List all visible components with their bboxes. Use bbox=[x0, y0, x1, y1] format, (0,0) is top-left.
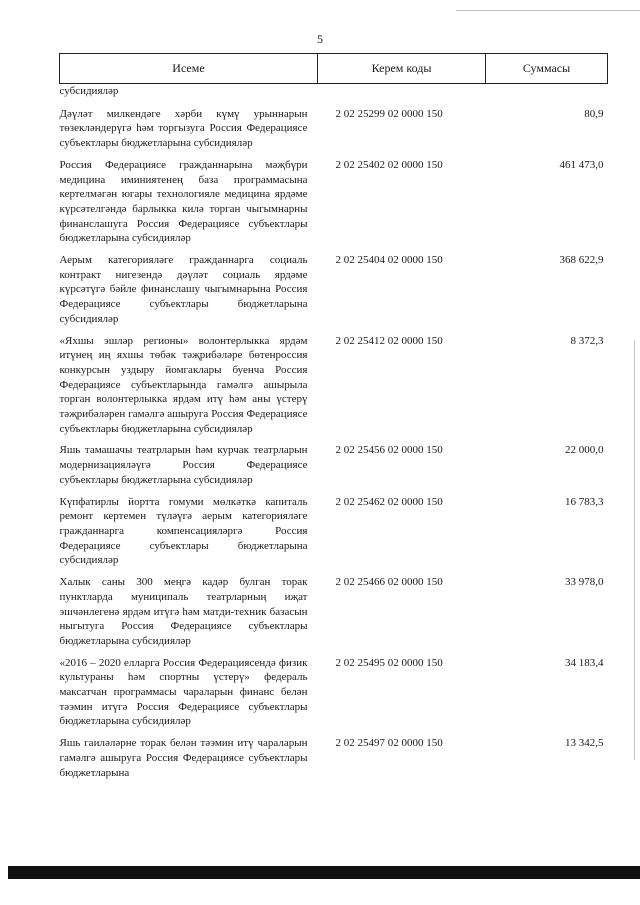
row-name: Аерым категорияләге гражданнарга социаль контракт нигезендә дәүләт социаль ярдәме күрсәтүгә бәйле финанслашу чыгымнарына Россия Федерациясе субъектлары бюджетларына субсидияләр bbox=[59, 254, 308, 325]
table-row bbox=[60, 439, 608, 490]
table-row-continuation bbox=[60, 84, 608, 103]
row-name: субсидияләр bbox=[59, 85, 119, 97]
row-sum: 80,9 bbox=[584, 107, 604, 120]
row-code: 2 02 25299 02 0000 150 bbox=[335, 107, 443, 120]
row-name: Дәүләт милкендәге хәрби күмү урыннарын төзекләндерүгә һәм торгызуга Россия Федерациясе субъектлары бюджетларына субсидияләр bbox=[59, 107, 308, 150]
table-row bbox=[60, 571, 608, 652]
table-row bbox=[60, 732, 608, 783]
row-sum: 13 342,5 bbox=[565, 737, 604, 750]
row-code: 2 02 25495 02 0000 150 bbox=[335, 656, 443, 669]
scan-edge-mark bbox=[456, 10, 640, 11]
row-name: Халык саны 300 меңгә кадәр булган торак пунктларда муниципаль театрларның иҗат эшчәнлегенә ярдәм итүгә һәм матди-техник базасын ныгытуга Россия Федерациясе субъектлары бюджетларына субсидияләр bbox=[59, 576, 308, 647]
row-sum: 33 978,0 bbox=[565, 576, 604, 589]
row-code: 2 02 25412 02 0000 150 bbox=[335, 334, 443, 347]
row-code: 2 02 25497 02 0000 150 bbox=[335, 737, 443, 750]
budget-table bbox=[59, 53, 608, 783]
table-row bbox=[60, 154, 608, 249]
scan-edge-mark bbox=[634, 340, 635, 760]
column-header-code: Керем коды bbox=[318, 54, 486, 84]
row-name: «Яхшы эшләр регионы» волонтерлыкка ярдәм итүнең иң яхшы төбәк тәҗрибәләре бөтенроссия конкурсын уздыру йомгаклары буенча Россия Федерациясе субъектларында гамәлгә ашырыла торган волонтерлыкка ярдәм итү һәм аны үстерү тәҗрибәләрен гамәлгә ашыруга Россия Федерациясе субъектлары бюджетларына субсидияләр bbox=[59, 334, 308, 435]
column-header-name: Исеме bbox=[60, 54, 318, 84]
scan-bottom-bar bbox=[8, 866, 640, 879]
table-row bbox=[60, 652, 608, 733]
row-sum: 461 473,0 bbox=[559, 158, 604, 171]
table-header-row bbox=[60, 54, 608, 84]
row-code: 2 02 25456 02 0000 150 bbox=[335, 444, 443, 457]
row-sum: 8 372,3 bbox=[570, 334, 604, 347]
table-row bbox=[60, 103, 608, 154]
row-sum: 368 622,9 bbox=[559, 254, 604, 267]
row-name: Россия Федерациясе гражданнарына мәҗбүри медицина иминиятенең база программасына кертелмәгән югары технологияле медицина ярдәме күрсәтелгәндә барлыкка килә торган чыгымнарны финанслашуга Россия Федерациясе субъектлары бюджетларына субсидияләр bbox=[59, 158, 308, 245]
row-code: 2 02 25462 02 0000 150 bbox=[335, 495, 443, 508]
page-number: 5 bbox=[317, 32, 323, 46]
table-row bbox=[60, 491, 608, 572]
row-name: Яшь гаиләләрне торак белән тәэмин итү чараларын гамәлгә ашыруга Россия Федерациясе субъектлары бюджетларына bbox=[59, 737, 308, 779]
row-name: Күпфатирлы йортта гомуми мөлкәткә капиталь ремонт кертемен түләүгә аерым категорияләге гражданнарга компенсацияләргә Россия Федерациясе субъектлары бюджетларына субсидияләр bbox=[59, 495, 308, 567]
row-code: 2 02 25466 02 0000 150 bbox=[335, 576, 443, 589]
table-row bbox=[60, 330, 608, 440]
row-name: Яшь тамашачы театрларын һәм курчак театрларын модернизацияләүгә Россия Федерациясе субъектлары бюджетларына субсидияләр bbox=[59, 444, 308, 486]
row-name: «2016 – 2020 елларга Россия Федерациясендә физик культураны һәм спортны үстерү» федераль максатчан программасы чараларын финанс белән тәэмин итүгә Россия Федерациясе субъектлары бюджетларына субсидияләр bbox=[59, 656, 308, 728]
row-sum: 16 783,3 bbox=[565, 495, 604, 508]
row-sum: 22 000,0 bbox=[565, 444, 604, 457]
row-sum: 34 183,4 bbox=[565, 656, 604, 669]
row-code: 2 02 25402 02 0000 150 bbox=[335, 158, 443, 171]
column-header-sum: Суммасы bbox=[486, 54, 608, 84]
table-row bbox=[60, 249, 608, 330]
row-code: 2 02 25404 02 0000 150 bbox=[335, 254, 443, 267]
